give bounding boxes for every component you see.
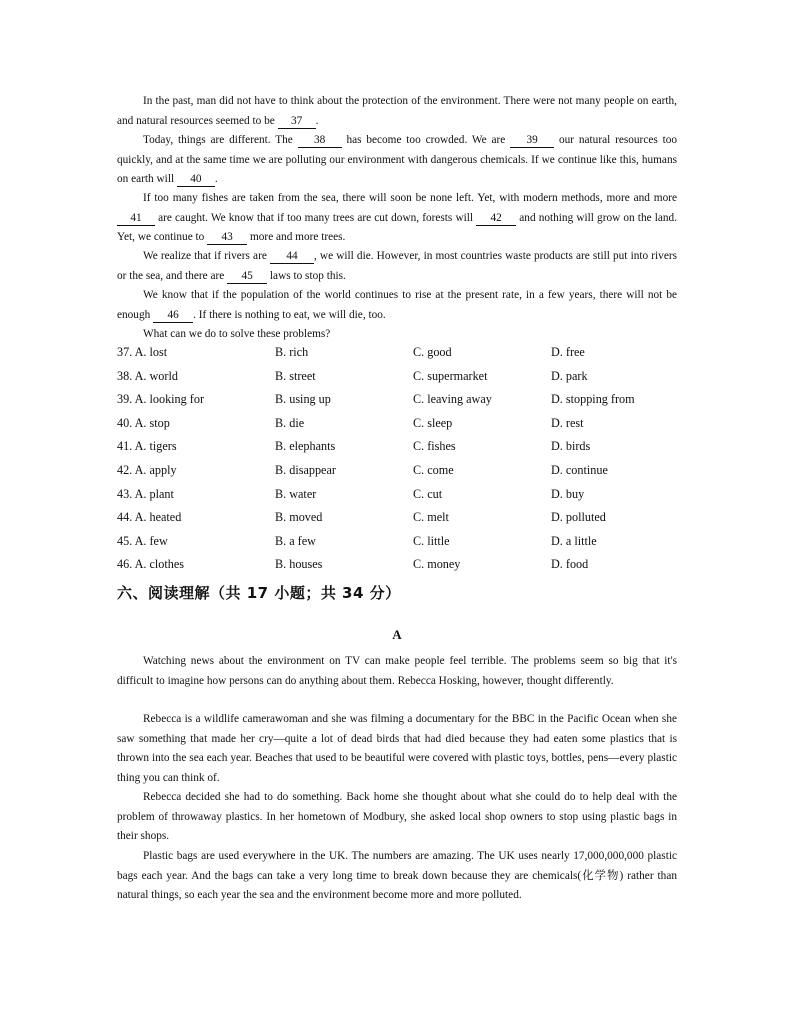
text: We know that if the population of the world continues to rise at the present rate, in a few years, there will not be enough: [117, 289, 677, 321]
option-d: D. stopping from: [551, 392, 635, 407]
option-c: C. fishes: [413, 439, 456, 454]
option-row-38: [117, 369, 697, 393]
option-d: D. continue: [551, 462, 608, 477]
option-d: D. buy: [551, 486, 585, 501]
option-d: D. polluted: [551, 510, 606, 525]
option-row-41: [117, 439, 697, 463]
option-a: 37. A. lost: [117, 345, 168, 359]
option-a: 44. A. heated: [117, 510, 182, 525]
option-b: B. disappear: [275, 462, 336, 477]
option-a: 42. A. apply: [117, 462, 177, 477]
option-d: D. park: [551, 368, 588, 383]
text: , we will die. However, in most countries waste products are still put into rivers or the sea, and there are: [117, 250, 677, 282]
text: are caught. We know that if too many trees are cut down, forests will: [155, 211, 477, 224]
blank-44: 44: [270, 250, 314, 264]
option-row-39: [117, 392, 697, 416]
option-row-40: [117, 416, 697, 440]
passage-paragraph-3: Rebecca decided she had to do something. Back home she thought about what she could do to help deal with the problem of throwaway plastics. In her hometown of Modbury, she asked local shop owners to stop using plastic bags in their shops.: [117, 791, 677, 843]
blank-39: 39: [510, 134, 554, 148]
section-title: 六、阅读理解（共 17 小题；共 34 分）: [117, 584, 401, 602]
option-b: B. houses: [275, 557, 323, 572]
text: our natural resources too quickly, and at the same time we are polluting our environment with dangerous chemicals. If we continue like this, humans on earth will: [117, 134, 678, 186]
text: .: [315, 114, 319, 127]
passage-paragraph-4: Plastic bags are used everywhere in the UK. The numbers are amazing. The UK uses nearly 17,000,000,000 plastic bags each year. And the bags can take a very long time to break down because they are chemicals(化学物) rather than natural things, so each year the sea and the environment become more and more polluted.: [117, 850, 677, 902]
blank-37: 37: [278, 115, 316, 129]
cloze-question: What can we do to solve these problems?: [143, 328, 331, 340]
cloze-paragraph-5: [117, 286, 677, 325]
option-c: C. supermarket: [413, 368, 488, 383]
option-row-37: [117, 345, 697, 369]
text: Today, things are different. The: [143, 134, 298, 146]
option-row-46: [117, 557, 697, 581]
blank-46: 46: [153, 309, 193, 323]
text: and nothing will grow on the land. Yet, we continue to: [117, 211, 678, 244]
option-d: D. food: [551, 557, 589, 572]
text: We realize that if rivers are: [143, 250, 270, 262]
option-a: 46. A. clothes: [117, 557, 185, 572]
text: more and more trees.: [247, 231, 346, 244]
option-a: 45. A. few: [117, 533, 168, 548]
blank-45: 45: [227, 270, 267, 284]
cloze-paragraph-4: [117, 247, 677, 286]
cloze-paragraph-2: [117, 131, 677, 190]
option-row-42: [117, 463, 697, 487]
option-b: B. using up: [275, 392, 331, 407]
option-b: B. moved: [275, 510, 323, 525]
text: In the past, man did not have to think about the protection of the environment. There were not many people on earth, and natural resources seemed to be: [117, 95, 677, 127]
option-a: 41. A. tigers: [117, 439, 177, 454]
option-c: C. money: [413, 557, 461, 572]
passage-paragraph-1: Watching news about the environment on TV can make people feel terrible. The problems seem so big that it's difficult to imagine how persons can do anything about them. Rebecca Hosking, however, thought differently.: [117, 655, 677, 687]
option-d: D. rest: [551, 415, 584, 430]
passage-label: A: [392, 627, 402, 642]
blank-38: 38: [298, 134, 342, 148]
option-a: 39. A. looking for: [117, 392, 205, 407]
passage-paragraph-2: Rebecca is a wildlife camerawoman and she was filming a documentary for the BBC in the Pacific Ocean when she saw something that made her cry—quite a lot of dead birds that had died because they had eaten some plastics that is thrown into the sea each year. Beaches that used to be beautiful were covered with plastic toys, bottles, pens—every plastic thing you can think of.: [117, 713, 677, 784]
option-b: B. rich: [275, 345, 309, 359]
option-c: C. leaving away: [413, 392, 492, 407]
option-b: B. street: [275, 368, 316, 383]
blank-43: 43: [207, 231, 247, 245]
option-d: D. free: [551, 345, 585, 359]
option-a: 38. A. world: [117, 368, 178, 383]
text: laws to stop this.: [267, 269, 346, 282]
option-c: C. melt: [413, 510, 449, 525]
option-d: D. a little: [551, 533, 597, 548]
option-a: 40. A. stop: [117, 415, 170, 430]
option-b: B. water: [275, 486, 317, 501]
option-b: B. die: [275, 415, 305, 430]
blank-40: 40: [177, 173, 215, 187]
option-d: D. birds: [551, 439, 591, 454]
text: . If there is nothing to eat, we will die, too.: [193, 308, 386, 321]
option-c: C. cut: [413, 486, 443, 501]
text: has become too crowded. We are: [341, 134, 511, 146]
text: If too many fishes are taken from the sea, there will soon be none left. Yet, with modern methods, more and more: [143, 192, 677, 204]
option-b: B. elephants: [275, 439, 336, 454]
options-list: [117, 345, 697, 581]
cloze-paragraph-1: [117, 92, 677, 131]
option-b: B. a few: [275, 533, 316, 548]
option-c: C. good: [413, 345, 452, 359]
option-row-43: [117, 487, 697, 511]
blank-42: 42: [476, 212, 516, 226]
option-row-44: [117, 510, 697, 534]
option-c: C. little: [413, 533, 450, 548]
text: .: [214, 173, 218, 186]
option-c: C. sleep: [413, 415, 453, 430]
blank-41: 41: [117, 212, 155, 226]
option-a: 43. A. plant: [117, 486, 174, 501]
option-c: C. come: [413, 462, 454, 477]
cloze-paragraph-3: [117, 189, 677, 248]
option-row-45: [117, 534, 697, 558]
